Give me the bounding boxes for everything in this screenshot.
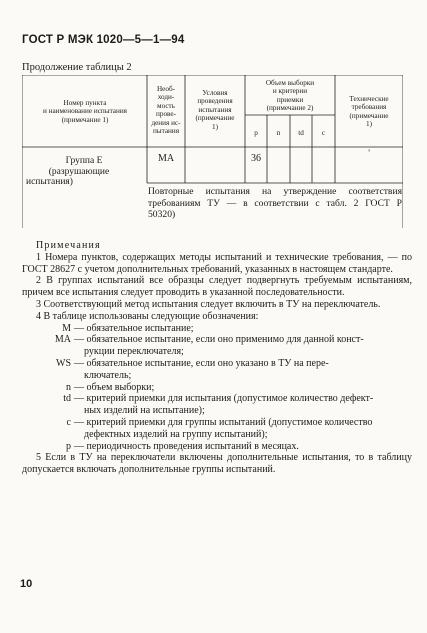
definition-desc <box>74 358 412 382</box>
definition-desc <box>74 417 412 441</box>
header-sub-td: td <box>298 129 304 137</box>
header-sub-n: n <box>276 129 281 137</box>
header-col-necessity-line: пытания <box>152 127 180 136</box>
definition-desc <box>74 441 412 453</box>
page-header: ГОСТ Р МЭК 1020—5—1—94 <box>22 34 185 46</box>
header-col-necessity <box>148 85 184 135</box>
header-col-test-number-line: Номер пункта <box>63 99 107 107</box>
test-table <box>22 75 403 228</box>
header-col-conditions-line: испытания <box>198 105 232 114</box>
header-col-conditions-line: Условия <box>202 89 228 97</box>
header-col-sample-size <box>246 79 334 113</box>
definition-desc-continuation: дефектных изделий на группу испытаний); <box>84 428 268 440</box>
definition-desc-text: — критерий приемки для группы испытаний (допустимое количество <box>74 416 373 428</box>
row-note-line: требованиям ТУ — в соответствии с табл. 2 ГОСТ Р <box>148 197 402 209</box>
header-col-sample-size-line: приемки <box>276 95 304 104</box>
header-col-sample-size-line: (примечание 2) <box>266 104 314 113</box>
page-number: 10 <box>20 578 33 590</box>
definition-ws <box>22 358 412 382</box>
header-col-requirements-line: Технические <box>349 95 389 103</box>
header-col-sample-size-line: Объем выборки <box>265 79 315 87</box>
header-col-necessity-line: прове- <box>156 110 176 119</box>
table-continuation-caption: Продолжение таблицы 2 <box>22 62 132 73</box>
row-note-line: Повторные испытания на утверждение соответствия <box>148 186 402 197</box>
definition-term: МА <box>54 334 71 346</box>
header-col-test-number-line: и наименование испытания <box>42 107 127 116</box>
header-sub-p: p <box>254 129 258 137</box>
definition-p <box>22 441 412 453</box>
definition-desc-text: — объем выборки; <box>74 381 155 393</box>
definition-term: М <box>62 322 71 334</box>
definition-desc-text: — обязательное испытание, если оно применимо для данной конст- <box>74 334 364 346</box>
definition-c <box>22 417 412 441</box>
note-5: 5 Если в ТУ на переключатели включены дополнительные испытания, то в таблицу допускается включать дополнительные группы испытаний. <box>22 452 412 476</box>
notes-title: Примечания <box>36 240 101 251</box>
definition-desc <box>74 393 412 417</box>
header-col-necessity-line: Необ- <box>156 85 176 93</box>
header-col-requirements-line: 1) <box>366 120 372 129</box>
definition-desc <box>74 323 412 335</box>
definition-desc <box>74 334 412 358</box>
definition-td <box>22 393 412 417</box>
definition-desc-continuation: ных изделий на испытание); <box>84 405 205 417</box>
definition-desc-continuation: ключатель; <box>84 369 132 381</box>
header-col-necessity-line: ходи- <box>157 93 175 102</box>
note-2: 2 В группах испытаний все образцы следует подвергнуть требуемым испытаниям, причем все испытания следует проводить в указанной последовательности. <box>22 275 412 299</box>
notes-section <box>22 240 412 476</box>
row-necessity-value: МА <box>157 153 175 164</box>
header-col-requirements-line: (примечание <box>349 111 389 120</box>
row-group-e-name <box>24 156 134 188</box>
header-col-necessity-line: дения ис- <box>151 118 181 127</box>
header-col-conditions <box>186 89 244 131</box>
row-note <box>146 186 402 221</box>
header-col-requirements <box>336 95 402 129</box>
header-col-conditions-line: 1) <box>212 122 218 131</box>
definition-m <box>22 323 412 335</box>
header-col-requirements-line: требования <box>351 103 387 112</box>
row-tick-mark: ' <box>368 148 370 158</box>
row-name-line: (разрушающие <box>48 166 110 177</box>
definition-term: WS <box>56 357 71 369</box>
definition-desc-text: — критерий приемки для испытания (допустимое количество дефект- <box>74 393 374 405</box>
definition-term: c <box>66 416 71 428</box>
definition-desc <box>74 382 412 394</box>
header-col-conditions-line: (примечание <box>195 114 235 123</box>
definition-ma <box>22 334 412 358</box>
header-sub-c: c <box>321 129 326 137</box>
definition-term: n <box>66 381 71 393</box>
definition-desc-text: — периодичность проведения испытаний в месяцах. <box>74 440 299 452</box>
header-col-test-number-line: (примечание 1) <box>61 115 109 124</box>
note-3: 3 Соответствующий метод испытания следует включить в ТУ на переключатель. <box>36 298 381 310</box>
header-col-necessity-line: мость <box>157 101 175 110</box>
header-col-conditions-line: проведения <box>197 97 233 106</box>
row-name-line: испытания) <box>26 177 73 187</box>
note-1: 1 Номера пунктов, содержащих методы испытаний и технические требования, — по ГОСТ 28627 с учетом дополнительных требований, указанных в настоящем стандарте. <box>22 251 412 275</box>
row-note-line: 50320) <box>148 209 176 221</box>
definition-term: p <box>66 440 71 452</box>
note-4: 4 В таблице использованы следующие обозначения: <box>36 310 259 322</box>
header-col-sample-size-line: и критерии <box>272 87 308 96</box>
row-p-value: 36 <box>251 153 261 164</box>
definition-n <box>22 382 412 394</box>
definition-term: td <box>63 393 71 405</box>
header-col-test-number <box>26 99 144 124</box>
row-name-line: Группа Е <box>65 156 103 166</box>
definition-desc-text: — обязательное испытание; <box>74 322 194 334</box>
definition-desc-continuation: рукции переключателя; <box>84 346 184 358</box>
definition-desc-text: — обязательное испытание, если оно указано в ТУ на пере- <box>74 357 329 369</box>
